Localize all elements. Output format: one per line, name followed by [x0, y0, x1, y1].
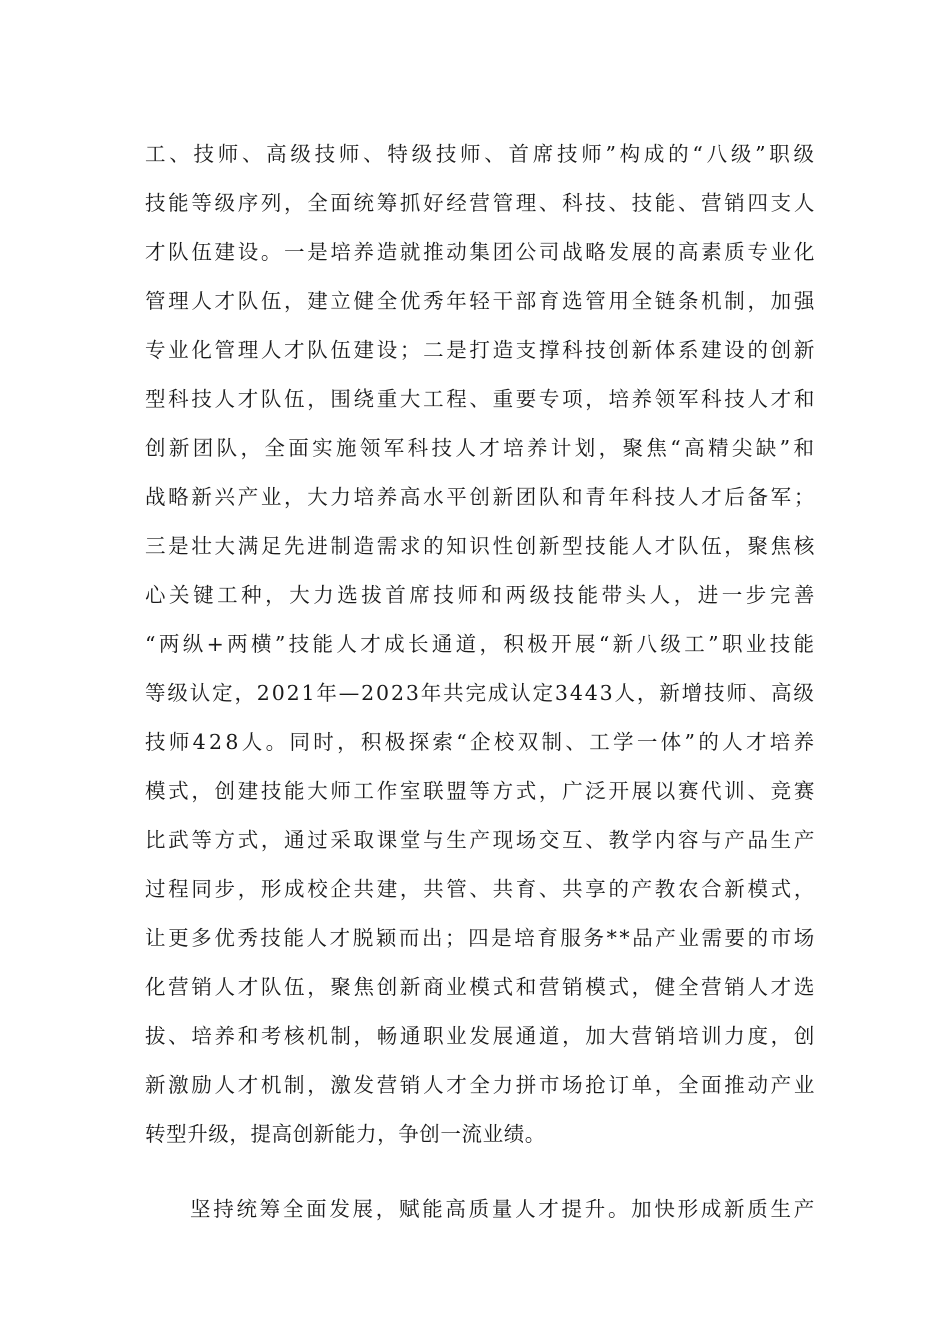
text-line: 技 能 等 级 序 列 ， 全 面 统 筹 抓 好 经 营 管 理 、 科 技 、 技 能 、 营 销 四 支 人: [145, 191, 815, 215]
text-line: 型 科 技 人 才 队 伍 ， 围 绕 重 大 工 程 、 重 要 专 项 ， 培 养 领 军 科 技 人 才 和: [145, 387, 815, 411]
text-line: 模 式 ， 创 建 技 能 大 师 工 作 室 联 盟 等 方 式 ， 广 泛 开 展 以 赛 代 训 、 竞 赛: [145, 779, 815, 803]
text-line: 坚 持 统 筹 全 面 发 展 ， 赋 能 高 质 量 人 才 提 升 。 加 快 形 成 新 质 生 产: [190, 1197, 815, 1221]
text-line: 战 略 新 兴 产 业 ， 大 力 培 养 高 水 平 创 新 团 队 和 青 年 科 技 人 才 后 备 军 ；: [145, 485, 815, 509]
text-line: 等 级 认 定 ， 2 0 2 1 年 — 2 0 2 3 年 共 完 成 认 定 3 4 4 3 人 ， 新 增 技 师 、 高 级: [145, 681, 815, 705]
text-line: 管 理 人 才 队 伍 ， 建 立 健 全 优 秀 年 轻 干 部 育 选 管 用 全 链 条 机 制 ， 加 强: [145, 289, 815, 313]
text-line: “ 两 纵 + 两 横 ” 技 能 人 才 成 长 通 道 ， 积 极 开 展 “ 新 八 级 工 ” 职 业 技 能: [145, 632, 815, 656]
text-line: 专 业 化 管 理 人 才 队 伍 建 设 ； 二 是 打 造 支 撑 科 技 创 新 体 系 建 设 的 创 新: [145, 338, 815, 362]
text-line: 比 武 等 方 式 ， 通 过 采 取 课 堂 与 生 产 现 场 交 互 、 教 学 内 容 与 产 品 生 产: [145, 828, 815, 852]
text-line: 转型升级，提高创新能力，争创一流业绩。: [145, 1122, 546, 1146]
text-line: 三 是 壮 大 满 足 先 进 制 造 需 求 的 知 识 性 创 新 型 技 能 人 才 队 伍 ， 聚 焦 核: [145, 534, 815, 558]
paragraph-1: [145, 130, 815, 1159]
text-line: 化 营 销 人 才 队 伍 ， 聚 焦 创 新 商 业 模 式 和 营 销 模 式 ， 健 全 营 销 人 才 选: [145, 975, 815, 999]
text-line: 工 、 技 师 、 高 级 技 师 、 特 级 技 师 、 首 席 技 师 ” 构 成 的 “ 八 级 ” 职 级: [145, 142, 815, 166]
text-line: 技 师 4 2 8 人 。 同 时 ， 积 极 探 索 “ 企 校 双 制 、 工 学 一 体 ” 的 人 才 培 养: [145, 730, 815, 754]
text-line: 拔 、 培 养 和 考 核 机 制 ， 畅 通 职 业 发 展 通 道 ， 加 大 营 销 培 训 力 度 ， 创: [145, 1024, 815, 1048]
paragraph-2: [145, 1185, 815, 1234]
text-line: 创 新 团 队 ， 全 面 实 施 领 军 科 技 人 才 培 养 计 划 ， 聚 焦 “ 高 精 尖 缺 ” 和: [145, 436, 815, 460]
text-line: 过 程 同 步 ， 形 成 校 企 共 建 ， 共 管 、 共 育 、 共 享 的 产 教 农 合 新 模 式 ，: [145, 877, 815, 901]
paragraph-spacing: [145, 1159, 815, 1185]
body-text: [145, 130, 815, 1234]
text-line: 让 更 多 优 秀 技 能 人 才 脱 颖 而 出 ； 四 是 培 育 服 务 * * 品 产 业 需 要 的 市 场: [145, 926, 815, 950]
text-line: 新 激 励 人 才 机 制 ， 激 发 营 销 人 才 全 力 拼 市 场 抢 订 单 ， 全 面 推 动 产 业: [145, 1073, 815, 1097]
text-line: 才 队 伍 建 设 。 一 是 培 养 造 就 推 动 集 团 公 司 战 略 发 展 的 高 素 质 专 业 化: [145, 240, 815, 264]
text-line: 心 关 键 工 种 ， 大 力 选 拔 首 席 技 师 和 两 级 技 能 带 头 人 ， 进 一 步 完 善: [145, 583, 815, 607]
